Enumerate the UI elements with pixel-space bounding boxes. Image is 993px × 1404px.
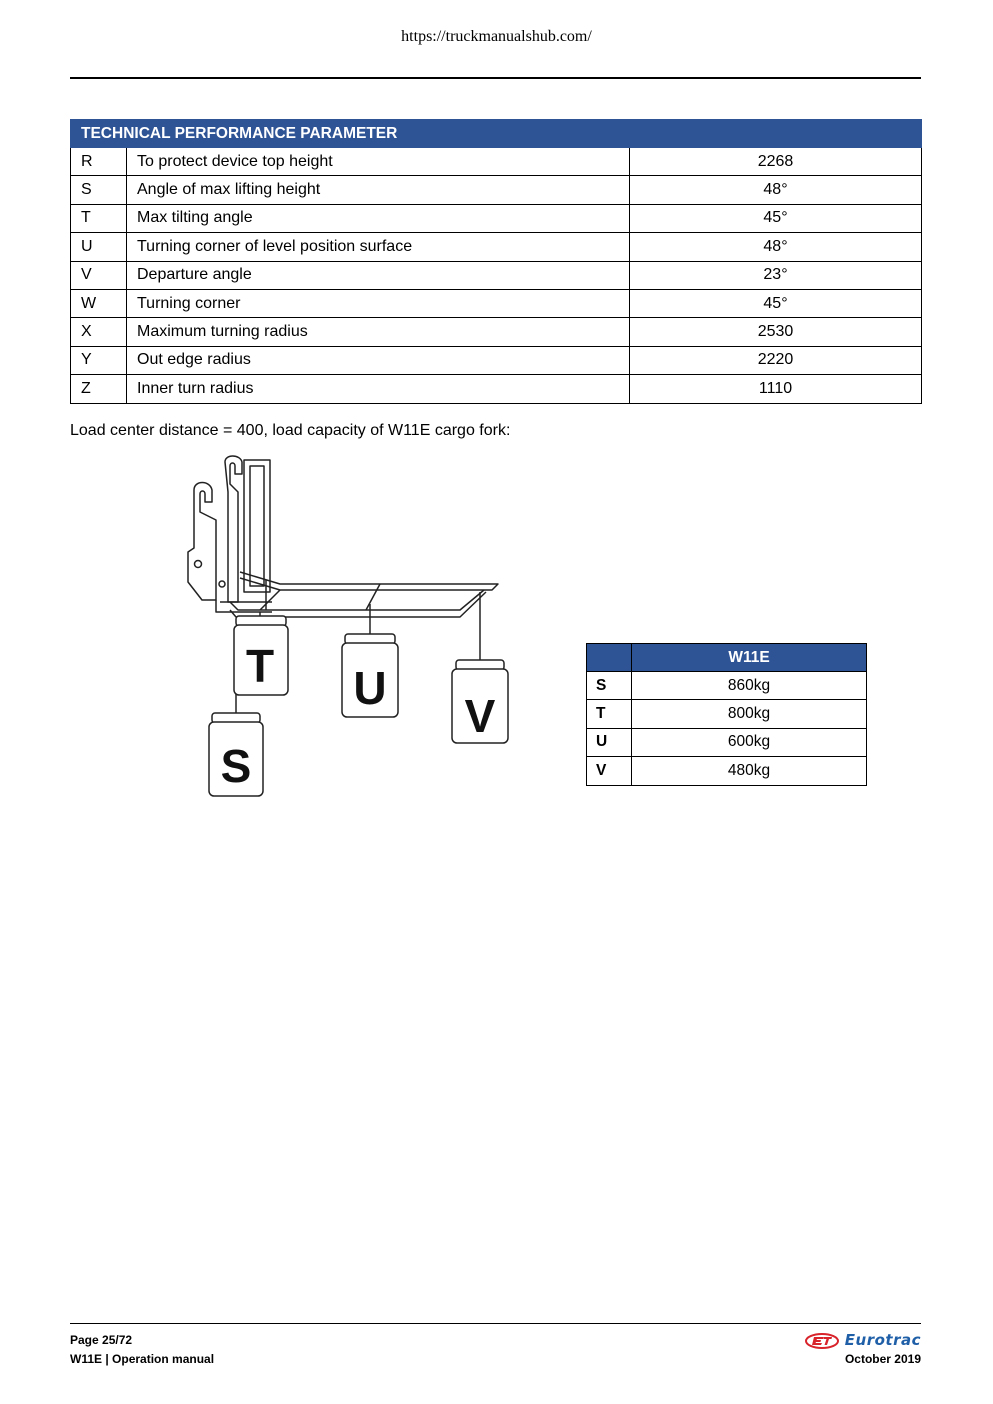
table-row <box>71 204 922 232</box>
param-value: 2220 <box>630 346 922 374</box>
footer-right <box>805 1331 921 1369</box>
param-value: 45° <box>630 204 922 232</box>
load-capacity-table <box>586 643 867 786</box>
param-code: Z <box>71 375 127 403</box>
param-code: S <box>71 176 127 204</box>
param-value: 2530 <box>630 318 922 346</box>
param-code: T <box>71 204 127 232</box>
param-name: Angle of max lifting height <box>127 176 630 204</box>
table-row <box>71 176 922 204</box>
eurotrac-logo-icon <box>805 1333 839 1349</box>
param-name: Inner turn radius <box>127 375 630 403</box>
param-value: 2268 <box>630 148 922 176</box>
param-code: V <box>71 261 127 289</box>
table-row <box>587 700 867 728</box>
model-header: W11E <box>632 644 867 672</box>
weight-t <box>234 616 288 695</box>
footer-rule <box>70 1323 921 1324</box>
header-rule <box>70 77 921 79</box>
brand-name: Eurotrac <box>844 1331 921 1349</box>
table-row <box>71 233 922 261</box>
table-row <box>71 375 922 403</box>
param-name: Departure angle <box>127 261 630 289</box>
param-name: Max tilting angle <box>127 204 630 232</box>
param-code: Y <box>71 346 127 374</box>
document-title: W11E | Operation manual <box>70 1352 215 1366</box>
load-key: T <box>587 700 632 728</box>
load-value: 800kg <box>632 700 867 728</box>
param-code: X <box>71 318 127 346</box>
page-number: Page 25/72 <box>70 1333 133 1347</box>
table-title: TECHNICAL PERFORMANCE PARAMETER <box>71 120 922 148</box>
table-row <box>71 346 922 374</box>
param-name: Maximum turning radius <box>127 318 630 346</box>
table-row <box>71 148 922 176</box>
cargo-fork-load-diagram <box>180 452 520 802</box>
param-code: R <box>71 148 127 176</box>
param-code: W <box>71 289 127 317</box>
footer-left <box>70 1331 214 1369</box>
param-name: Out edge radius <box>127 346 630 374</box>
load-key: S <box>587 672 632 700</box>
table-row <box>71 261 922 289</box>
document-date: October 2019 <box>844 1352 921 1366</box>
load-value: 600kg <box>632 728 867 756</box>
weight-u <box>342 634 398 717</box>
load-capacity-caption: Load center distance = 400, load capacity of W11E cargo fork: <box>70 422 511 439</box>
load-key: U <box>587 728 632 756</box>
param-name: Turning corner <box>127 289 630 317</box>
param-value: 1110 <box>630 375 922 403</box>
weight-s <box>209 713 263 796</box>
table-row <box>71 289 922 317</box>
param-value: 45° <box>630 289 922 317</box>
load-value: 480kg <box>632 757 867 785</box>
table-row <box>587 728 867 756</box>
param-code: U <box>71 233 127 261</box>
param-value: 48° <box>630 176 922 204</box>
load-value: 860kg <box>632 672 867 700</box>
corner-cell <box>587 644 632 672</box>
table-row <box>587 757 867 785</box>
param-name: Turning corner of level position surface <box>127 233 630 261</box>
brand-logo <box>805 1331 921 1350</box>
param-name: To protect device top height <box>127 148 630 176</box>
weight-label-u: U <box>353 662 387 714</box>
param-value: 48° <box>630 233 922 261</box>
weight-label-s: S <box>220 740 252 792</box>
table-row <box>587 672 867 700</box>
fork-carriage-drawing <box>188 456 498 617</box>
load-key: V <box>587 757 632 785</box>
technical-parameters-table <box>70 119 922 404</box>
source-url[interactable]: https://truckmanualshub.com/ <box>401 28 592 45</box>
weight-label-v: V <box>464 690 496 742</box>
weight-label-t: T <box>245 640 275 692</box>
param-value: 23° <box>630 261 922 289</box>
table-row <box>71 318 922 346</box>
weight-v <box>452 660 508 743</box>
